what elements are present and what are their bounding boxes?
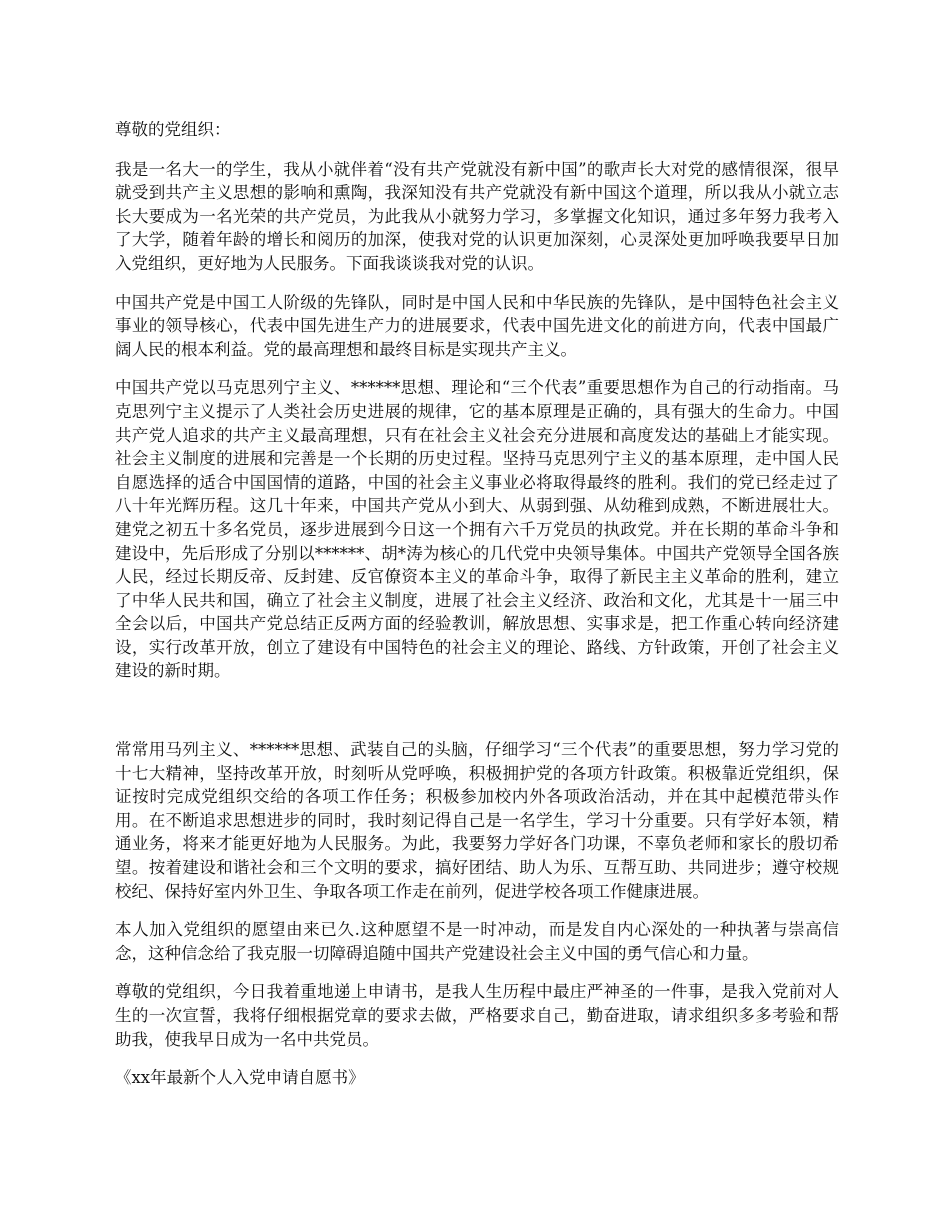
paragraph-intro: 我是一名大一的学生，我从小就伴着“没有共产党就没有新中国”的歌声长大对党的感情很深，很早就受到共产主义思想的影响和熏陶，我深知没有共产党就没有新中国这个道理，所以我从小就立志长大要成为一名光荣的共产党员，为此我从小就努力学习，多掌握文化知识，通过多年努力我考入了大学，随着年龄的增长和阅历的加深，使我对党的认识更加深刻，心灵深处更加呼唤我要早日加入党组织，更好地为人民服务。下面我谈谈我对党的认识。 <box>115 159 839 273</box>
paragraph-party-history: 中国共产党以马克思列宁主义、******思想、理论和“三个代表”重要思想作为自己的行动指南。马克思列宁主义提示了人类社会历史进展的规律，它的基本原理是正确的，具有强大的生命力。中国共产党人追求的共产主义最高理想，只有在社会主义社会充分进展和高度发达的基础上才能实现。社会主义制度的进展和完善是一个长期的历史过程。坚持马克思列宁主义的基本原理，走中国人民自愿选择的适合中国国情的道路，中国的社会主义事业必将取得最终的胜利。我们的党已经走过了八十年光辉历程。这几十年来，中国共产党从小到大、从弱到强、从幼稚到成熟，不断进展壮大。建党之初五十多名党员，逐步进展到今日这一个拥有六千万党员的执政党。并在长期的革命斗争和建设中，先后形成了分别以******、胡*涛为核心的几代党中央领导集体。中国共产党领导全国各族人民，经过长期反帝、反封建、反官僚资本主义的革命斗争，取得了新民主主义革命的胜利，建立了中华人民共和国，确立了社会主义制度，进展了社会主义经济、政治和文化，尤其是十一届三中全会以后，中国共产党总结正反两方面的经验教训，解放思想、实事求是，把工作重心转向经济建设，实行改革开放，创立了建设有中国特色的社会主义的理论、路线、方针政策，开创了社会主义建设的新时期。 <box>115 378 839 681</box>
footer-title: 《xx年最新个人入党申请自愿书》 <box>115 1068 365 1088</box>
paragraph-party-nature: 中国共产党是中国工人阶级的先锋队，同时是中国人民和中华民族的先锋队，是中国特色社会主义事业的领导核心，代表中国先进生产力的进展要求，代表中国先进文化的前进方向，代表中国最广阔人民的根本利益。党的最高理想和最终目标是实现共产主义。 <box>115 292 839 359</box>
paragraph-closing: 尊敬的党组织，今日我着重地递上申请书，是我人生历程中最庄严神圣的一件事，是我入党前对人生的一次宣誓，我将仔细根据党章的要求去做，严格要求自己，勤奋进取，请求组织多多考验和帮助我，使我早日成为一名中共党员。 <box>115 982 839 1049</box>
application-letter <box>115 118 839 1105</box>
paragraph-aspiration: 本人加入党组织的愿望由来已久.这种愿望不是一时冲动，而是发自内心深处的一种执著与崇高信念，这种信念给了我克服一切障碍追随中国共产党建设社会主义中国的勇气信心和力量。 <box>115 920 839 963</box>
salutation: 尊敬的党组织： <box>115 120 231 139</box>
paragraph-personal-conduct: 常常用马列主义、******思想、武装自己的头脑，仔细学习“三个代表”的重要思想，努力学习党的十七大精神，坚持改革开放，时刻听从党呼唤，积极拥护党的各项方针政策。积极靠近党组织，保证按时完成党组织交给的各项工作任务；积极参加校内外各项政治活动，并在其中起模范带头作用。在不断追求思想进步的同时，我时刻记得自己是一名学生，学习十分重要。只有学好本领，精通业务，将来才能更好地为人民服务。为此，我要努力学好各门功课，不辜负老师和家长的殷切希望。按着建设和谐社会和三个文明的要求，搞好团结、助人为乐、互帮互助、共同进步；遵守校规校纪、保持好室内外卫生、争取各项工作走在前列，促进学校各项工作健康进展。 <box>115 740 839 901</box>
